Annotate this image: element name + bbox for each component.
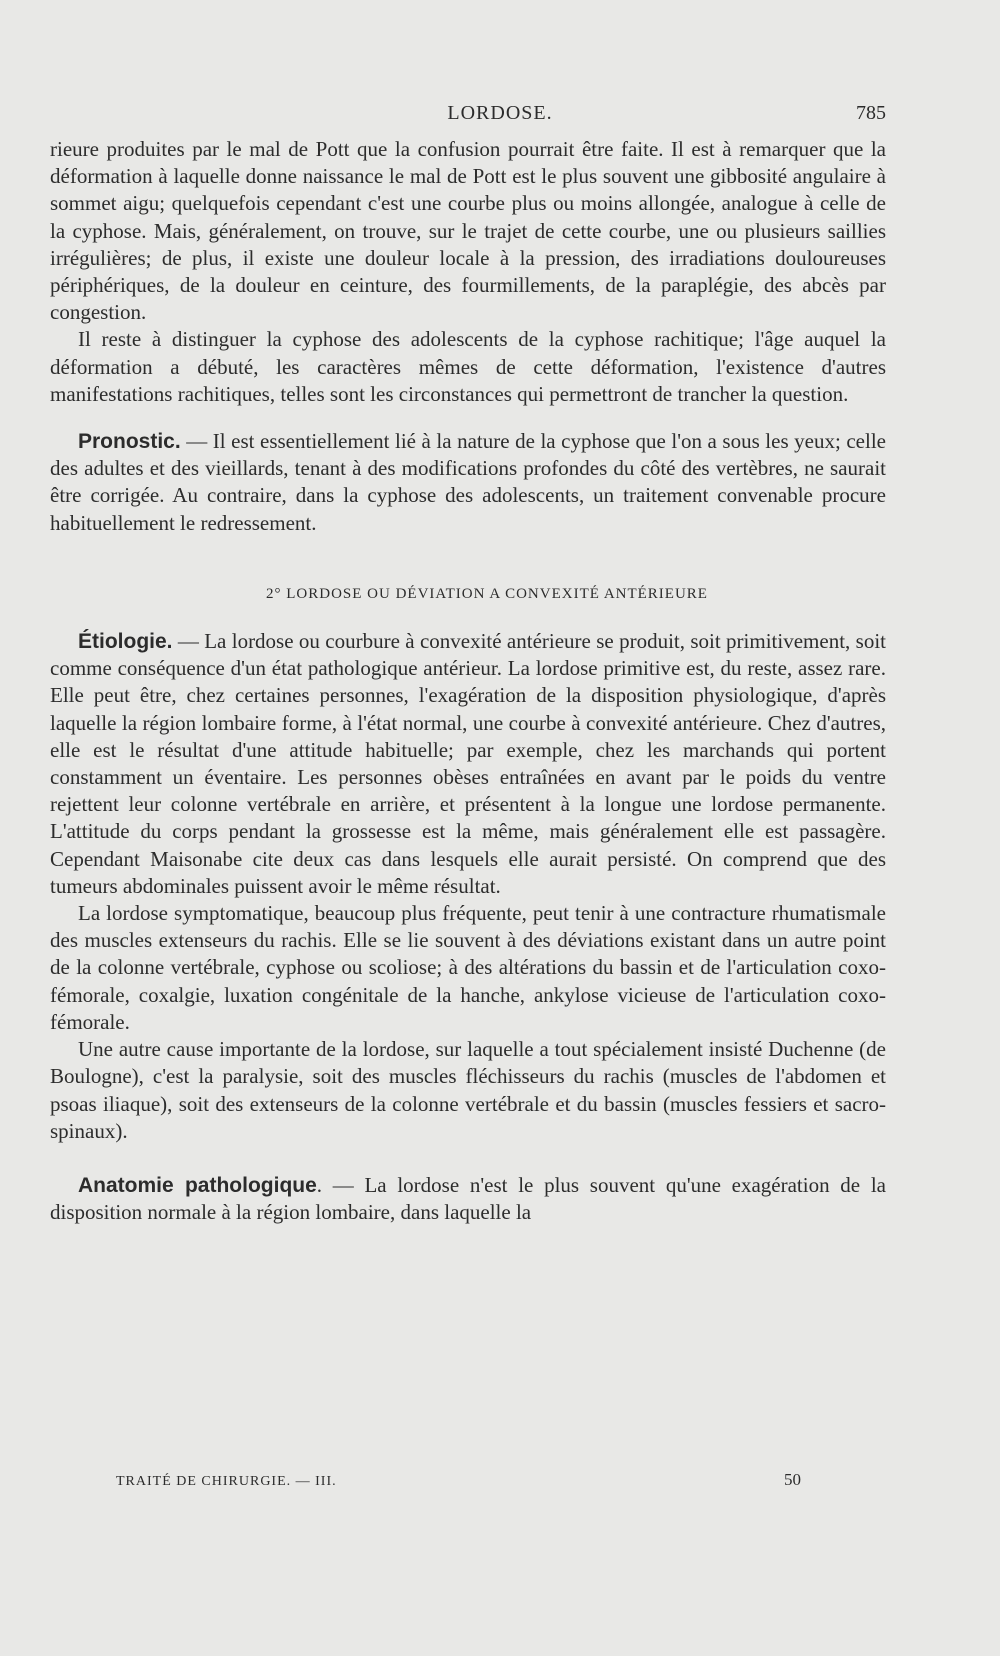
paragraph-pronostic xyxy=(50,428,886,537)
etiologie-text: — La lordose ou courbure à convexité antérieure se produit, soit primitivement, soit comme conséquence d'un état pathologique antérieur. La lordose primitive est, du reste, assez rare. Elle peut être, chez certaines personnes, l'exagération de la disposition physiologique, d'après laquelle la région lombaire forme, à l'état normal, une courbe à convexité antérieure. Chez d'autres, elle est le résultat d'une attitude habituelle; par exemple, chez les marchands qui portent constamment un éventaire. Les personnes obèses entraînées en avant par le poids du ventre rejettent leur colonne vertébrale en arrière, et présentent à la longue une lordose permanente. L'attitude du corps pendant la grossesse est la même, mais généralement elle est passagère. Cependant Maisonabe cite deux cas dans lesquels elle aurait persisté. On comprend que des tumeurs abdominales puissent avoir le même résultat. xyxy=(50,629,886,898)
paragraph-anatomie xyxy=(50,1172,886,1226)
paragraph-adolescents: Il reste à distinguer la cyphose des adolescents de la cyphose rachitique; l'âge auquel la déformation a débuté, les caractères mêmes de cette déformation, l'existence d'autres manifestations rachitiques, telles sont les circonstances qui permettront de trancher la question. xyxy=(50,327,886,406)
paragraph-pott: rieure produites par le mal de Pott que la confusion pourrait être faite. Il est à remarquer que la déformation à laquelle donne naissance le mal de Pott est le plus souvent une gibbosité angulaire à sommet aigu; quelquefois cependant c'est une courbe plus ou moins allongée, analogue à celle de la cyphose. Mais, généralement, on trouve, sur le trajet de cette courbe, une ou plusieurs saillies irrégulières; de plus, il existe une douleur locale à la pression, des irradiations douloureuses périphériques, de la douleur en ceinture, des fourmillements, de la paraplégie, des abcès par congestion. xyxy=(50,137,886,325)
section-title: 2° LORDOSE OU DÉVIATION A CONVEXITÉ ANTÉRIEURE xyxy=(266,585,708,602)
running-head xyxy=(0,102,1000,132)
footer-signature: TRAITÉ DE CHIRURGIE. — III. xyxy=(116,1474,337,1489)
heading-anatomie: Anatomie pathologique xyxy=(78,1173,317,1197)
body-text xyxy=(50,136,886,1226)
page-number: 785 xyxy=(856,102,886,124)
heading-etiologie: Étiologie. xyxy=(78,630,173,654)
heading-pronostic: Pronostic. xyxy=(78,430,181,454)
paragraph-duchenne: Une autre cause importante de la lordose, sur laquelle a tout spécialement insisté Duchenne (de Boulogne), c'est la paralysie, soit des muscles fléchisseurs du rachis (muscles de l'abdomen et psoas iliaque), soit des extenseurs de la colonne vertébrale et du bassin (muscles fessiers et sacro-spinaux). xyxy=(50,1037,886,1143)
paragraph-etiologie xyxy=(50,628,886,900)
footer xyxy=(0,1470,1000,1498)
pronostic-text: — Il est essentiellement lié à la nature de la cyphose que l'on a sous les yeux; celle des adultes et des vieillards, tenant à des modifications profondes du côté des vertèbres, ne saurait être corrigée. Au contraire, dans la cyphose des adolescents, un traitement convenable procure habituellement le redressement. xyxy=(50,429,886,535)
running-head-title: LORDOSE. xyxy=(447,102,553,124)
footer-sheet-number: 50 xyxy=(784,1470,801,1489)
paragraph-symptomatique: La lordose symptomatique, beaucoup plus fréquente, peut tenir à une contracture rhumatismale des muscles extenseurs du rachis. Elle se lie souvent à des déviations existant dans un autre point de la colonne vertébrale, cyphose ou scoliose; à des altérations du bassin et de l'articulation coxo-fémorale, coxalgie, luxation congénitale de la hanche, ankylose vicieuse de l'articulation coxo-fémorale. xyxy=(50,901,886,1034)
anatomie-text: . — La lordose n'est le plus souvent qu'une exagération de la disposition normale à la région lombaire, dans laquelle la xyxy=(50,1172,886,1225)
